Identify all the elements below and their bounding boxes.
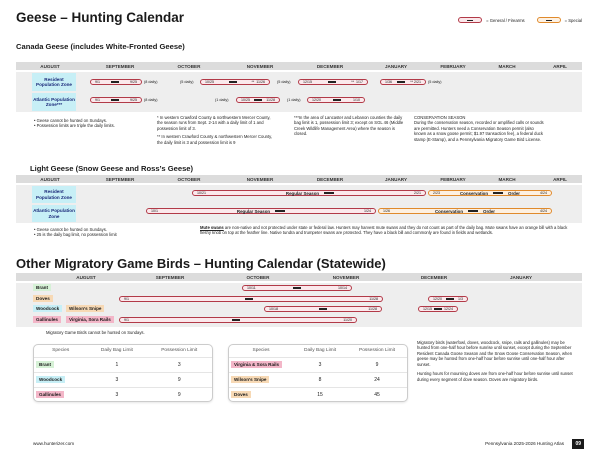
season-bar	[146, 208, 376, 214]
cell-possession: 3	[146, 357, 212, 372]
season-bar	[90, 97, 142, 103]
species-tag-brant: Brant	[33, 284, 51, 291]
light-geese-heading: Light Geese (Snow Geese and Ross’s Geese)	[30, 164, 194, 173]
month-label: AUGUST	[40, 176, 60, 182]
daily-limit: (8 daily)	[144, 80, 158, 84]
footnote-mark: **	[351, 80, 354, 84]
daily-limit: (1 daily)	[215, 98, 229, 102]
zone-label-atlantic: Atlantic Population Zone***	[32, 93, 76, 111]
daily-limit: (5 daily)	[180, 80, 194, 84]
species-tag: Brant	[36, 361, 54, 368]
note-item: • Geese cannot be hunted on Sundays.	[34, 227, 184, 232]
season-bar	[119, 296, 383, 302]
canada-notes-right	[294, 115, 406, 137]
mute-swans-text: are non-native and not protected under state or federal law. Hunters may harvest mute swans and they do not count as part of the daily bag. Mute swans have an orange bill with a black fleshy knob on top at the feather line. Native tundra and trumpeter swans are protected. They have a black bill and commonly are found in fields and wetlands.	[200, 225, 568, 236]
month-label: AUGUST	[40, 63, 60, 69]
season-label-text: Regular Season	[285, 190, 320, 196]
month-label: OCTOBER	[177, 176, 201, 182]
date-end: 2/21	[414, 80, 421, 84]
month-label: MARCH	[498, 63, 516, 69]
dash	[397, 81, 405, 83]
page-number: 09	[572, 439, 584, 449]
species-tag-doves: Doves	[33, 295, 53, 302]
dash	[111, 99, 119, 101]
month-label: FEBRUARY	[440, 176, 466, 182]
date-end: 10/14	[337, 286, 347, 290]
season-label-text: Conservation	[459, 190, 489, 196]
species-tag: Virginia & Sora Rails	[231, 361, 282, 368]
footer-url[interactable]: www.hunterizer.com	[33, 441, 75, 446]
date-end: 4/24	[540, 191, 547, 195]
canada-notes-left	[34, 118, 154, 129]
date-end: 11/20	[343, 318, 352, 322]
month-label: NOVEMBER	[332, 274, 360, 280]
season-label-text: Order	[483, 208, 496, 214]
col-header-species: Species	[52, 348, 70, 353]
table-row	[229, 387, 407, 402]
mute-swans-title: Mute swans	[200, 225, 224, 230]
date-start: 10/21	[197, 191, 206, 195]
species-tag-gallinules: Gallinules	[33, 316, 61, 323]
month-label: JANUARY	[384, 63, 408, 69]
month-label: SEPTEMBER	[155, 274, 185, 280]
daily-limit: (1 daily)	[287, 98, 301, 102]
date-start: 12/15	[303, 80, 312, 84]
date-start: 10/1	[151, 209, 158, 213]
canada-notes-mid	[157, 115, 275, 145]
date-end: 11/28	[369, 297, 378, 301]
month-label: AUGUST	[76, 274, 96, 280]
conservation-title: CONSERVATION SEASON	[414, 115, 466, 120]
special-season-bar	[428, 190, 552, 196]
date-start: 12/20	[312, 98, 321, 102]
hunting-hours-text-1: Migratory birds (waterfowl, doves, woodcock, snipe, rails and gallinules) may be hunted from one-half hour before sunrise until sunset, except during the September Resident Canada Goose Season and the Snow Goose Conservation Season, when geese may be hunted from one-half hour before sunrise until one-half hour after sunset.	[417, 340, 573, 367]
light-notes	[34, 227, 184, 238]
cell-bag: 8	[293, 372, 347, 387]
species-tag: Gallinules	[36, 391, 64, 398]
date-end: 1/24	[364, 209, 371, 213]
col-header-possession: Possession Limit	[359, 348, 396, 353]
season-bar	[264, 306, 382, 312]
bag-limit-table-1	[33, 344, 213, 402]
date-start: 12/15	[423, 307, 432, 311]
zone-label-resident: Resident Population Zone	[32, 73, 76, 91]
cell-bag: 15	[293, 387, 347, 402]
species-tag: Wilson’s Snipe	[231, 376, 269, 383]
month-header-other	[16, 273, 582, 281]
dash	[328, 81, 336, 83]
note-item: • Geese cannot be hunted on Sundays.	[34, 118, 154, 123]
canada-geese-heading: Canada Geese (includes White-Fronted Geese)	[16, 42, 185, 51]
page-title: Geese – Hunting Calendar	[16, 10, 185, 25]
legend-general-swatch	[458, 17, 482, 23]
date-start: 10/18	[269, 307, 278, 311]
zone-label-resident: Resident Population Zone	[32, 186, 76, 203]
date-start: 2/23	[433, 191, 440, 195]
canada-rows-bg	[16, 72, 582, 112]
date-end: 11/26	[256, 80, 265, 84]
season-label	[286, 191, 334, 196]
special-season-bar	[378, 208, 552, 214]
month-label: FEBRUARY	[440, 63, 466, 69]
species-tag: Woodcock	[36, 376, 65, 383]
dash	[293, 287, 301, 289]
col-header-possession: Possession Limit	[161, 348, 198, 353]
mute-swans-note	[200, 225, 570, 236]
season-label	[237, 209, 285, 214]
table-row	[34, 372, 212, 387]
month-label: NOVEMBER	[246, 176, 274, 182]
dash	[434, 308, 442, 310]
date-end: 9/25	[130, 80, 137, 84]
season-bar	[236, 97, 280, 103]
cell-possession: 45	[347, 387, 407, 402]
dash	[232, 319, 240, 321]
date-start: 12/20	[433, 297, 442, 301]
legend-special-label: = Special	[564, 17, 582, 23]
month-label: SEPTEMBER	[105, 63, 135, 69]
date-end: 1/3	[458, 297, 463, 301]
species-tag-rails: Virginia, Sora Rails	[66, 316, 114, 323]
cell-possession: 9	[146, 387, 212, 402]
month-label: JANUARY	[509, 274, 533, 280]
cell-possession: 9	[146, 372, 212, 387]
footnote-mark: **	[251, 80, 255, 84]
date-end: 11/28	[266, 98, 275, 102]
col-header-bag: Daily Bag Limit	[304, 348, 337, 353]
season-bar	[200, 79, 270, 85]
conservation-text: During the conservation season, recorded or amplified calls or sounds are permitted. Hunters need a Conservation Season permit (also known as a snow goose permit; $1.97 transaction fee), a federal duck stamp (E-Stamp), and a Pennsylvania Migratory Game Bird License.	[414, 120, 544, 142]
dash	[111, 81, 119, 83]
footnote-mark: **	[410, 80, 413, 84]
col-header-species: Species	[252, 348, 270, 353]
note-item: • 25 is the daily bag limit, no possession limit	[34, 232, 184, 237]
daily-limit: (8 daily)	[144, 98, 158, 102]
table-row	[34, 387, 212, 402]
other-note: Migratory Game Birds cannot be hunted on Sundays.	[46, 330, 145, 335]
dash	[446, 298, 454, 300]
date-start: 10/25	[241, 98, 250, 102]
date-end: 1/17	[356, 80, 363, 84]
season-label	[435, 209, 495, 214]
month-label: DECEMBER	[316, 63, 344, 69]
species-tag-snipe: Wilson’s Snipe	[66, 305, 104, 312]
season-bar	[90, 79, 142, 85]
cell-bag: 3	[293, 357, 347, 372]
cell-possession: 24	[347, 372, 407, 387]
season-label-text: Regular Season	[236, 208, 271, 214]
season-label-text: Order	[508, 190, 521, 196]
table-row	[229, 372, 407, 387]
cell-bag: 3	[87, 387, 146, 402]
footer-atlas-title: Pennsylvania 2025-2026 Hunting Atlas	[485, 441, 564, 446]
hunting-hours-text-2: Hunting hours for mourning doves are from one-half hour before sunrise until sunset during every segment of dove season. Doves are migratory birds.	[417, 371, 573, 382]
dash	[245, 298, 253, 300]
month-header-canada	[16, 62, 582, 70]
daily-limit: (5 daily)	[428, 80, 442, 84]
date-end: 11/28	[368, 307, 377, 311]
cell-bag: 3	[87, 372, 146, 387]
col-header-bag: Daily Bag Limit	[100, 348, 133, 353]
date-start: 9/1	[124, 297, 129, 301]
date-end: 1/10	[353, 98, 360, 102]
date-start: 10/25	[205, 80, 214, 84]
season-label-text: Conservation	[434, 208, 464, 214]
table-row	[34, 357, 212, 372]
season-bar	[307, 97, 365, 103]
month-label: ARPIL	[553, 63, 567, 69]
cell-bag: 1	[87, 357, 146, 372]
month-label: MARCH	[498, 176, 516, 182]
season-bar	[119, 317, 357, 323]
date-end: 2/21	[414, 191, 421, 195]
month-label: OCTOBER	[246, 274, 270, 280]
season-bar	[298, 79, 368, 85]
note-footnote-3: ***In the area of Lancaster and Lebanon counties the daily bag limit is 1, possession limit 3; except on SGL 46 (Middle Creek Wildlife Management Area) where the season is closed.	[294, 115, 404, 137]
dash	[229, 81, 237, 83]
dash	[319, 308, 327, 310]
month-label: DECEMBER	[420, 274, 448, 280]
dash	[333, 99, 341, 101]
date-start: 10/11	[247, 286, 256, 290]
legend	[458, 17, 582, 23]
month-label: SEPTEMBER	[105, 176, 135, 182]
legend-special-swatch	[537, 17, 561, 23]
month-label: ARPIL	[553, 176, 567, 182]
species-tag-woodcock: Woodcock	[33, 305, 62, 312]
month-label: JANUARY	[384, 176, 408, 182]
date-start: 1/36	[385, 80, 392, 84]
date-start: 9/1	[124, 318, 129, 322]
month-header-light	[16, 175, 582, 183]
note-item: • Possession limits are triple the daily limits.	[34, 123, 154, 128]
other-birds-heading: Other Migratory Game Birds – Hunting Calendar (Statewide)	[16, 256, 386, 271]
zone-label-atlantic: Atlantic Population Zone	[32, 205, 76, 222]
conservation-note	[414, 115, 544, 142]
date-end: 12/24	[444, 307, 453, 311]
season-bar	[380, 79, 426, 85]
hunting-hours-note	[417, 340, 575, 382]
month-label: DECEMBER	[316, 176, 344, 182]
note-footnote-2: ** In western Crawford County & northwestern Mercer County, the daily limit is 3 and possession limit is 9	[157, 134, 273, 145]
season-bar	[428, 296, 468, 302]
species-tag: Doves	[231, 391, 251, 398]
date-start: 1/26	[383, 209, 390, 213]
date-end: 4/24	[540, 209, 547, 213]
bag-limit-table-2	[228, 344, 408, 402]
season-label	[460, 191, 520, 196]
note-footnote-1: * In western Crawford County & northwestern Mercer County, the season runs from Sept. 2-14 with a daily limit of 1 and possession limit of 3.	[157, 115, 271, 131]
dash	[254, 99, 262, 101]
cell-possession: 9	[347, 357, 407, 372]
date-start: 9/1	[95, 80, 100, 84]
date-start: 9/1	[95, 98, 100, 102]
legend-general-label: = General / Firearms	[486, 17, 525, 23]
season-bar	[418, 306, 458, 312]
daily-limit: (5 daily)	[277, 80, 291, 84]
date-end: 9/25	[130, 98, 137, 102]
month-label: OCTOBER	[177, 63, 201, 69]
table-row	[229, 357, 407, 372]
season-bar	[242, 285, 352, 291]
month-label: NOVEMBER	[246, 63, 274, 69]
season-bar	[192, 190, 426, 196]
